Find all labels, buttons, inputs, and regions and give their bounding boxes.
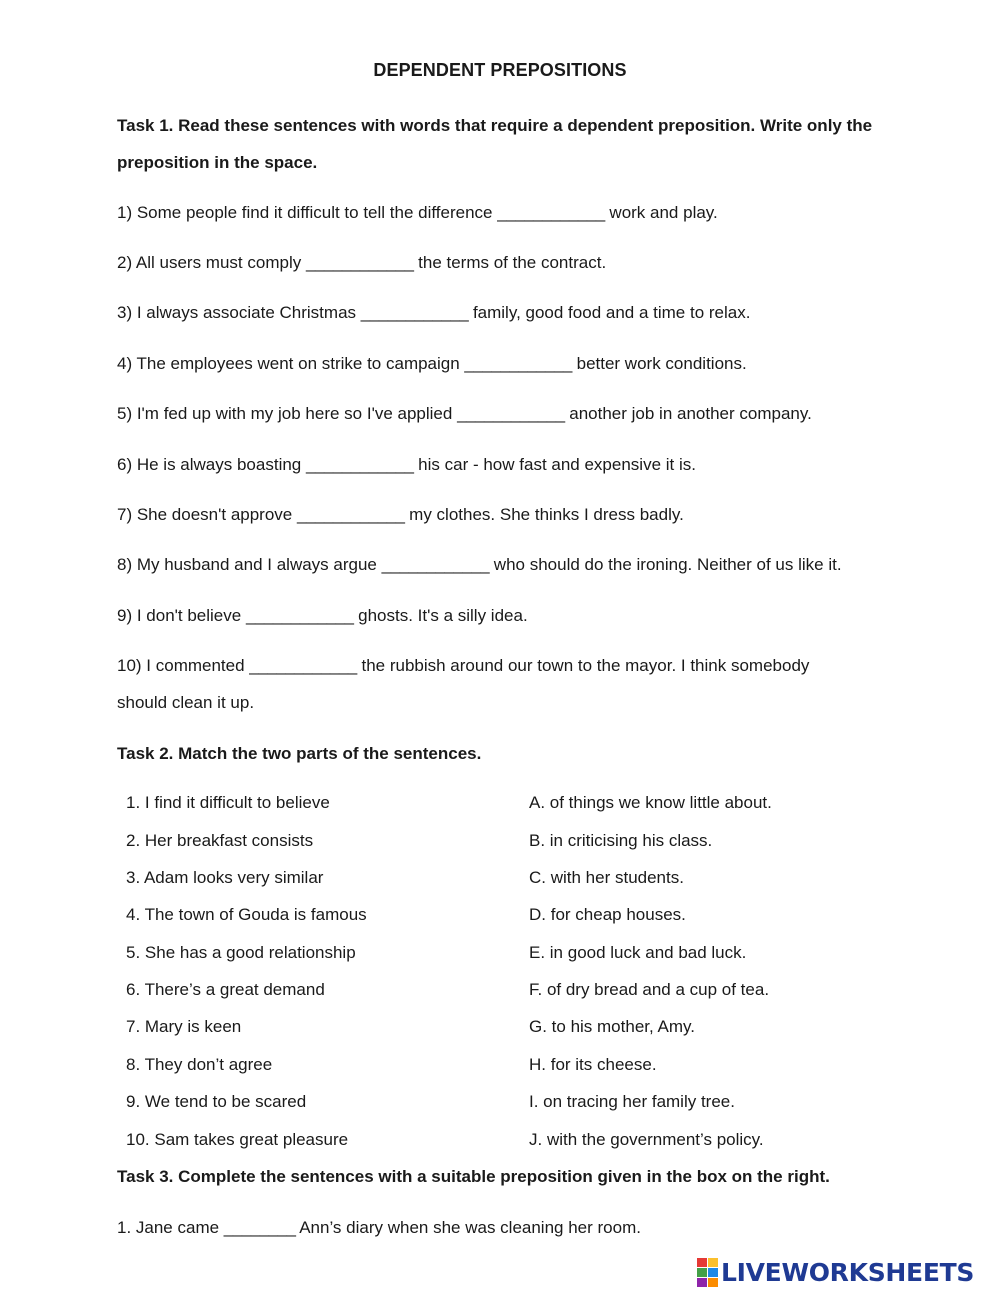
match-right-b: B. in criticising his class. — [529, 831, 713, 850]
answer-blank[interactable]: ____________ — [360, 303, 469, 322]
match-right-c: C. with her students. — [529, 868, 684, 887]
task1-item-2: 2) All users must comply ____________ the terms of the contract. — [117, 253, 607, 272]
answer-blank[interactable]: ____________ — [245, 606, 354, 625]
task1-item-1: 1) Some people find it difficult to tell the difference ____________ work and play. — [117, 203, 718, 222]
match-left-4: 4. The town of Gouda is famous — [126, 905, 367, 924]
task1-item-8: 8) My husband and I always argue ____________ who should do the ironing. Neither of us like it. — [117, 555, 842, 574]
match-left-8: 8. They don’t agree — [126, 1055, 273, 1074]
task1-instruction-line1: Task 1. Read these sentences with words that require a dependent preposition. Write only the — [117, 116, 873, 135]
answer-blank[interactable]: ____________ — [296, 505, 405, 524]
task1-item-4: 4) The employees went on strike to campaign ____________ better work conditions. — [117, 354, 747, 373]
match-left-2: 2. Her breakfast consists — [126, 831, 314, 850]
match-right-f: F. of dry bread and a cup of tea. — [529, 980, 770, 999]
match-left-7: 7. Mary is keen — [126, 1017, 242, 1036]
answer-blank[interactable]: ____________ — [497, 203, 605, 222]
task3-item-1: 1. Jane came ________ Ann’s diary when she was cleaning her room. — [117, 1218, 641, 1237]
match-right-d: D. for cheap houses. — [529, 905, 686, 924]
task1-instruction-line2: preposition in the space. — [117, 153, 318, 172]
match-left-9: 9. We tend to be scared — [126, 1092, 307, 1111]
answer-blank[interactable]: ____________ — [381, 555, 490, 574]
match-right-e: E. in good luck and bad luck. — [529, 943, 747, 962]
task1-item-10-continuation: should clean it up. — [117, 693, 255, 712]
task1-item-6: 6) He is always boasting ____________ his car - how fast and expensive it is. — [117, 455, 696, 474]
logo-text: LIVEWORKSHEETS — [721, 1257, 975, 1287]
task1-item-7: 7) She doesn't approve ____________ my clothes. She thinks I dress badly. — [117, 505, 684, 524]
task2-instruction: Task 2. Match the two parts of the sentences. — [117, 744, 482, 763]
match-right-a: A. of things we know little about. — [529, 793, 772, 812]
answer-blank[interactable]: ____________ — [464, 354, 572, 373]
match-left-5: 5. She has a good relationship — [126, 943, 356, 962]
match-right-g: G. to his mother, Amy. — [529, 1017, 695, 1036]
page-title: DEPENDENT PREPOSITIONS — [373, 60, 627, 80]
answer-blank[interactable]: ____________ — [249, 656, 357, 675]
answer-blank[interactable]: ____________ — [305, 253, 414, 272]
match-right-j: J. with the government’s policy. — [529, 1130, 764, 1149]
match-left-3: 3. Adam looks very similar — [126, 868, 324, 887]
answer-blank[interactable]: ________ — [223, 1218, 296, 1237]
answer-blank[interactable]: ____________ — [305, 455, 414, 474]
match-right-h: H. for its cheese. — [529, 1055, 657, 1074]
task1-item-10: 10) I commented ____________ the rubbish around our town to the mayor. I think somebody — [117, 656, 810, 675]
match-left-1: 1. I find it difficult to believe — [126, 793, 330, 812]
task1-item-3: 3) I always associate Christmas ____________ family, good food and a time to relax. — [117, 303, 751, 322]
answer-blank[interactable]: ____________ — [457, 404, 565, 423]
match-right-i: I. on tracing her family tree. — [529, 1092, 735, 1111]
match-left-10: 10. Sam takes great pleasure — [126, 1130, 349, 1149]
liveworksheets-logo-icon — [697, 1258, 718, 1287]
liveworksheets-logo — [697, 1257, 974, 1287]
task1-item-5: 5) I'm fed up with my job here so I've applied ____________ another job in another company. — [117, 404, 812, 423]
task3-instruction: Task 3. Complete the sentences with a suitable preposition given in the box on the right. — [117, 1167, 830, 1186]
match-left-6: 6. There’s a great demand — [126, 980, 325, 999]
task1-item-9: 9) I don't believe ____________ ghosts. It's a silly idea. — [117, 606, 528, 625]
